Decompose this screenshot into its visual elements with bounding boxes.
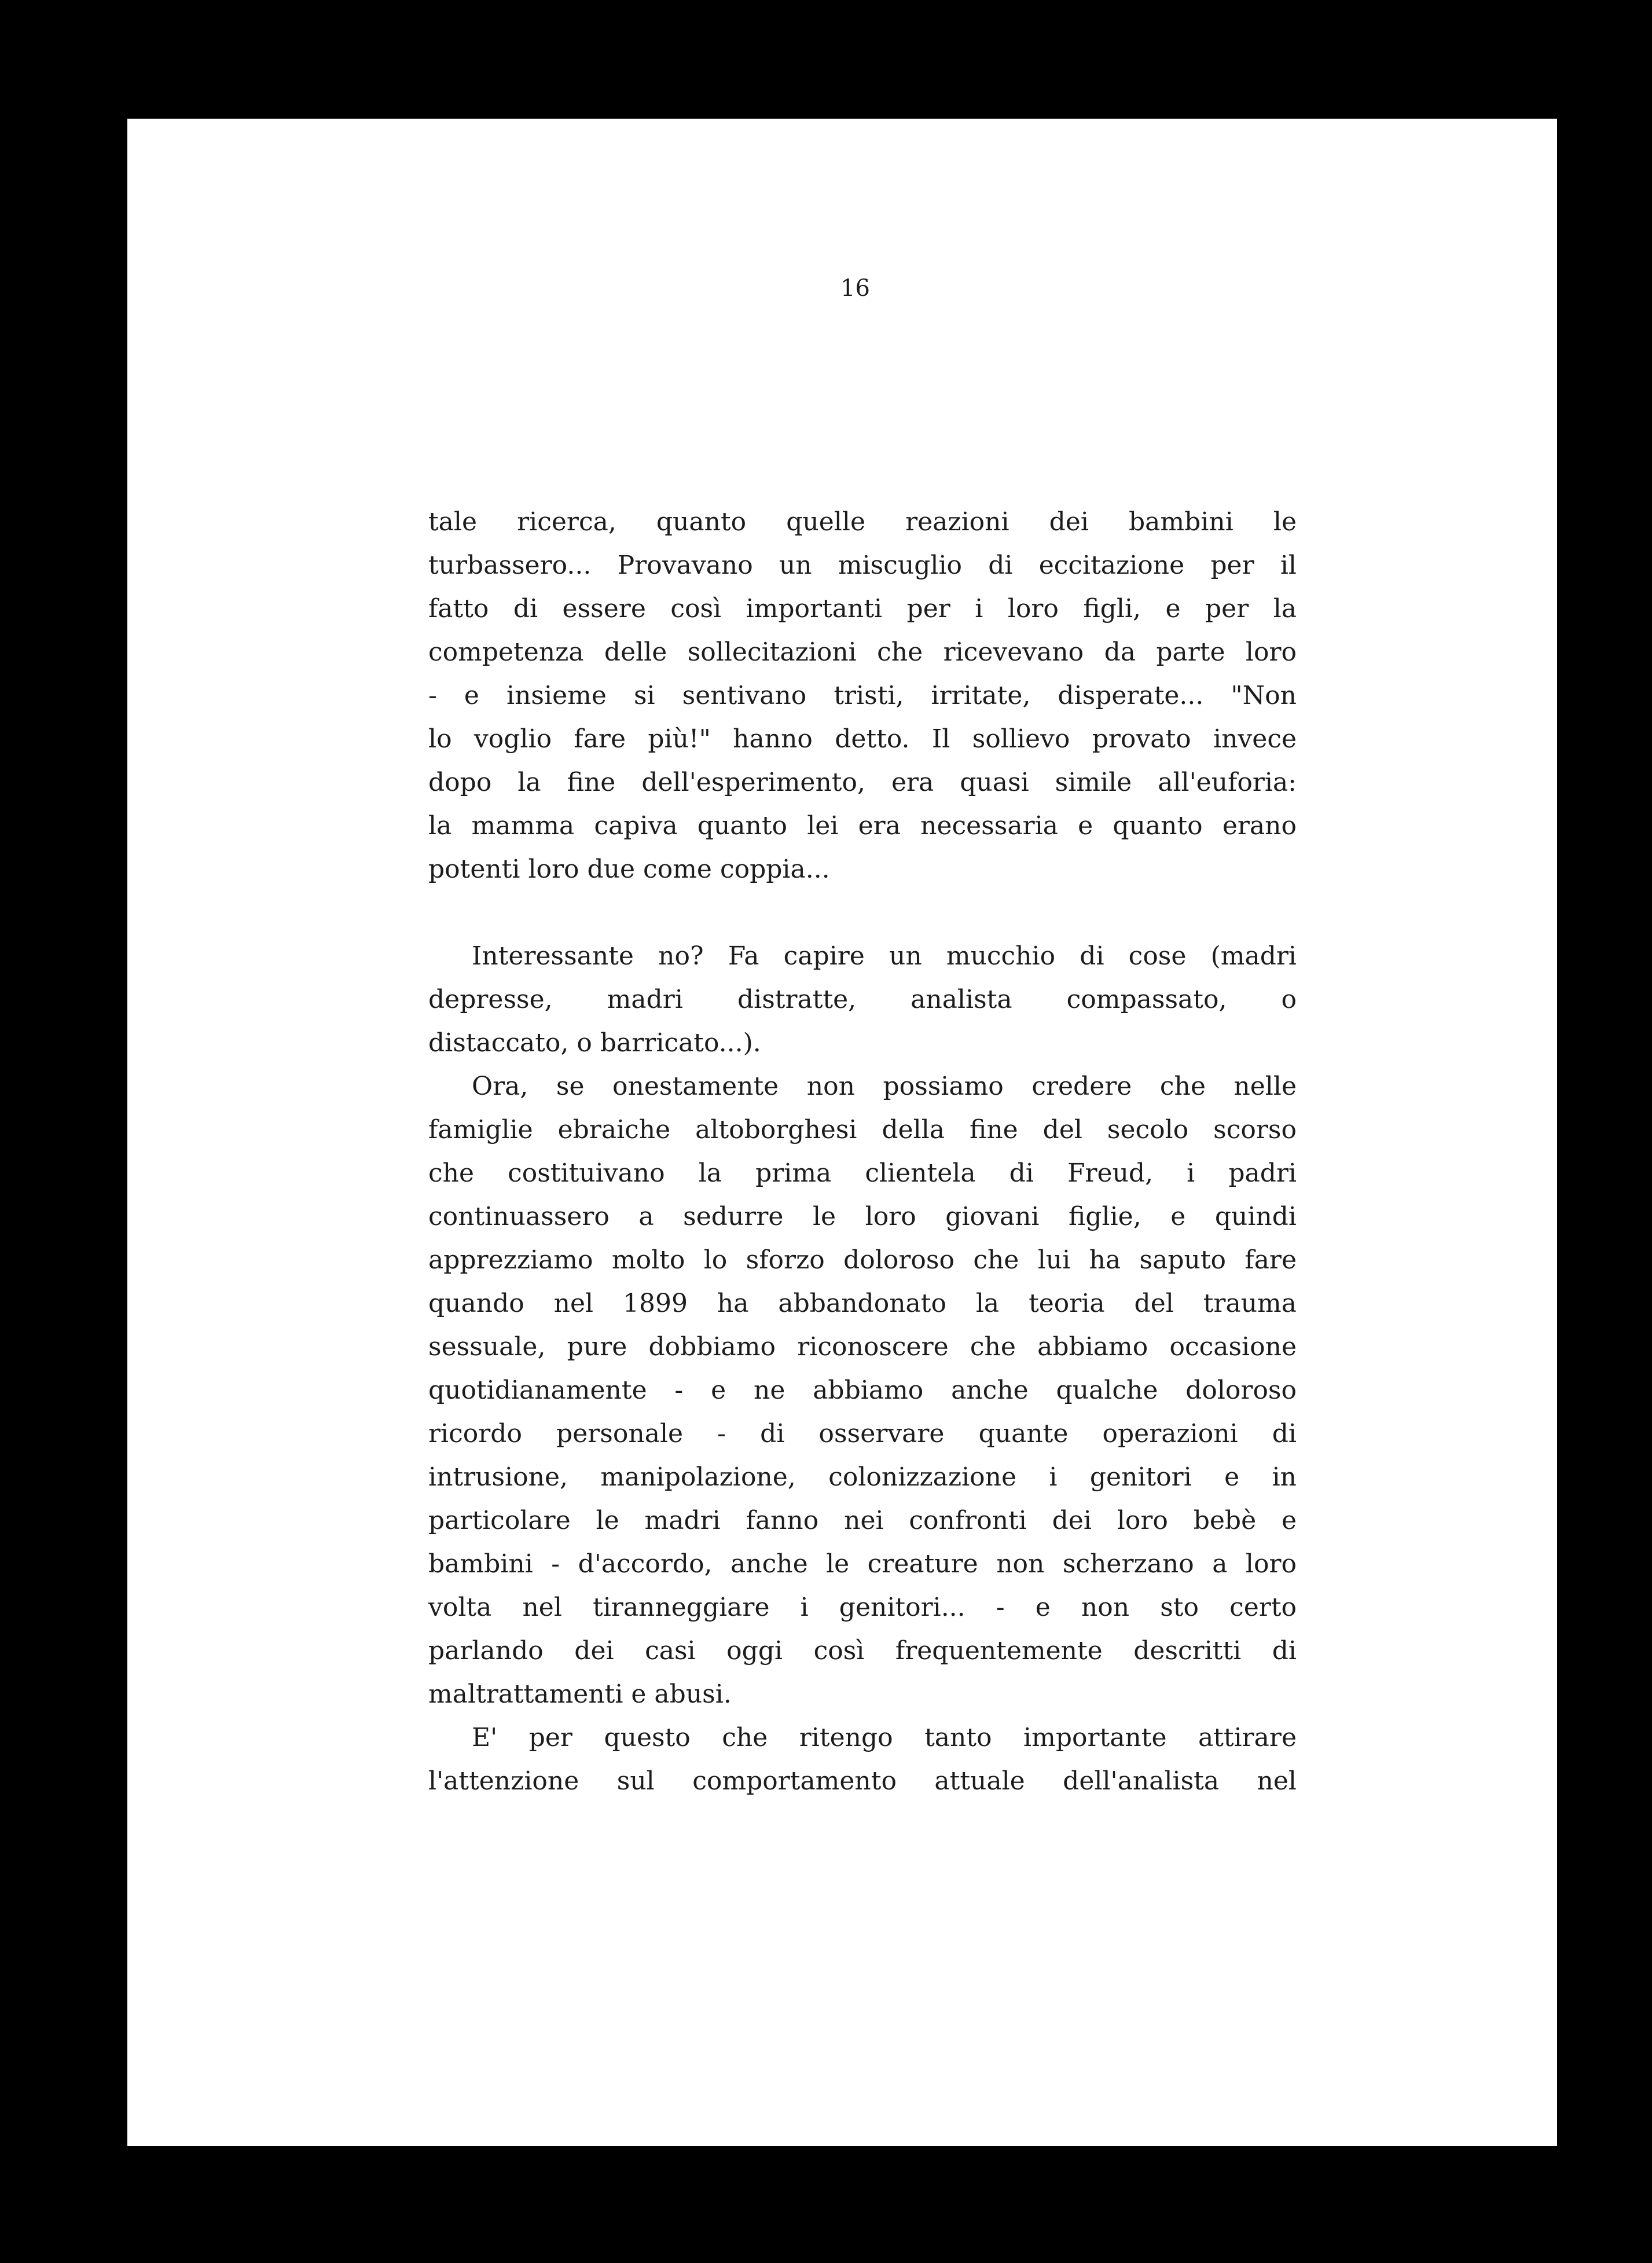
text-line: fatto di essere così importanti per i loro figli, e per la <box>428 594 1297 623</box>
text-line: ricordo personale - di osservare quante operazioni di <box>428 1419 1297 1448</box>
text-line: apprezziamo molto lo sforzo doloroso che lui ha saputo fare <box>428 1245 1297 1275</box>
text-line: parlando dei casi oggi così frequentemente descritti di <box>428 1636 1297 1666</box>
text-line: volta nel tiranneggiare i genitori... - e non sto certo <box>428 1593 1297 1622</box>
text-line: potenti loro due come coppia... <box>428 854 830 884</box>
text-line: depresse, madri distratte, analista compassato, o <box>428 985 1297 1014</box>
text-line: la mamma capiva quanto lei era necessaria e quanto erano <box>428 811 1297 841</box>
text-line: intrusione, manipolazione, colonizzazione i genitori e in <box>428 1462 1297 1492</box>
text-line: competenza delle sollecitazioni che ricevevano da parte loro <box>428 637 1297 667</box>
text-line: che costituivano la prima clientela di Freud, i padri <box>428 1158 1297 1188</box>
text-line: E' per questo che ritengo tanto importante attirare <box>472 1723 1297 1752</box>
text-line: famiglie ebraiche altoborghesi della fine del secolo scorso <box>428 1115 1297 1145</box>
text-line: - e insieme si sentivano tristi, irritate, disperate... "Non <box>428 681 1297 710</box>
text-line: particolare le madri fanno nei confronti dei loro bebè e <box>428 1506 1297 1535</box>
text-line: quando nel 1899 ha abbandonato la teoria del trauma <box>428 1289 1297 1318</box>
text-line: quotidianamente - e ne abbiamo anche qualche doloroso <box>428 1376 1297 1405</box>
text-line: lo voglio fare più!" hanno detto. Il sollievo provato invece <box>428 724 1297 754</box>
text-line: Ora, se onestamente non possiamo credere che nelle <box>472 1072 1297 1101</box>
text-line: dopo la fine dell'esperimento, era quasi simile all'euforia: <box>428 768 1297 797</box>
text-line: sessuale, pure dobbiamo riconoscere che abbiamo occasione <box>428 1332 1297 1362</box>
text-line: distaccato, o barricato...). <box>428 1028 761 1058</box>
text-line: l'attenzione sul comportamento attuale dell'analista nel <box>428 1766 1297 1796</box>
text-line: tale ricerca, quanto quelle reazioni dei bambini le <box>428 507 1297 537</box>
text-line: bambini - d'accordo, anche le creature non scherzano a loro <box>428 1549 1297 1579</box>
text-line: Interessante no? Fa capire un mucchio di cose (madri <box>472 941 1297 971</box>
page-number: 16 <box>840 275 870 302</box>
text-line: maltrattamenti e abusi. <box>428 1679 732 1709</box>
text-line: continuassero a sedurre le loro giovani figlie, e quindi <box>428 1202 1297 1231</box>
text-line: turbassero... Provavano un miscuglio di eccitazione per il <box>428 551 1297 580</box>
